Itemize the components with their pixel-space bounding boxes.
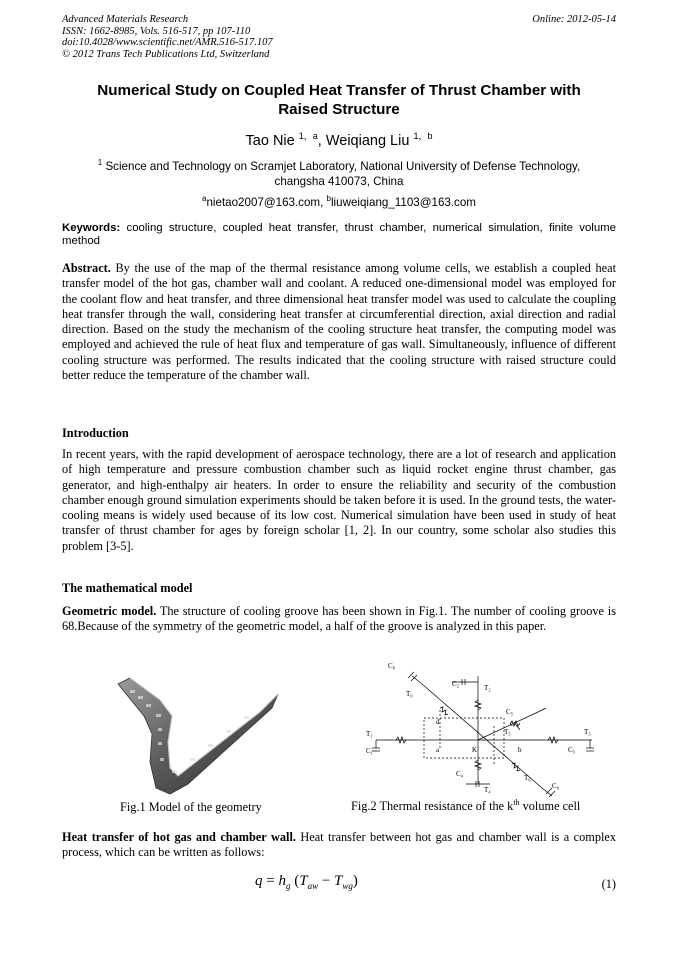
title-line-2: Raised Structure [278, 101, 400, 118]
introduction-text: In recent years, with the rapid development of aerospace technology, there are a lot of research and application of high temperature and pressure combustion chamber such as liquid rocket engine thrust chamber, gas generator, and high-enthalpy air heaters. In order to ensure the reliability and security of the combustion chamber enough ground simulation experiments should be taken before it is used. In the ground tests, the water-cooling means is widely used because of its low cost. Numerical simulation have been used in study of heat transfer of thrust chamber for ages by foreign scholar [1, 2]. In our country, some scholar also studies this problem [3-5]. [62, 447, 616, 553]
email-a: nietao2007@163.com, [206, 196, 327, 209]
doi: doi:10.4028/www.scientific.net/AMR.516-517.107 [62, 37, 273, 48]
fig1-geometry-model [100, 672, 310, 797]
copyright: © 2012 Trans Tech Publications Ltd, Switzerland [62, 48, 270, 60]
abstract [62, 261, 616, 383]
author-2-sup: 1，b [413, 131, 433, 141]
fig2-caption-post: volume cell [519, 799, 581, 813]
label-t4: T₄ [484, 786, 491, 794]
eq-t-wg-sub: wg [342, 881, 353, 891]
label-c: c [510, 720, 514, 728]
eq-t-aw: T [299, 873, 308, 889]
journal-name: Advanced Materials Research [62, 14, 189, 25]
fig2-caption-sup: th [513, 798, 520, 807]
heat-transfer-label: Heat transfer of hot gas and chamber wall. [62, 830, 296, 844]
eq-minus: − [318, 873, 335, 889]
label-c3: C₃ [568, 746, 576, 754]
affiliation [62, 155, 616, 189]
label-c0: C₀ [388, 662, 396, 670]
affil-line-1: Science and Technology on Scramjet Laboratory, National University of Defense Technology, [105, 160, 581, 173]
keywords [62, 222, 616, 248]
eq-open: ( [290, 873, 300, 889]
equation-number: (1) [601, 877, 616, 891]
author-2: Weiqiang Liu [325, 133, 410, 149]
label-t1: T₁ [366, 730, 373, 738]
author-sep: , [317, 133, 326, 149]
author-1-sup: 1，a [298, 131, 318, 141]
journal-header [62, 14, 616, 60]
geometric-model-label: Geometric model. [62, 604, 157, 618]
eq-h: h [278, 873, 286, 889]
author-1: Tao Nie [245, 133, 295, 149]
fig2-caption-pre: Fig.2 Thermal resistance of the k [351, 799, 514, 813]
eq-t-wg: T [334, 873, 343, 889]
math-model-heading: The mathematical model [62, 581, 193, 595]
abstract-text: By the use of the map of the thermal resistance among volume cells, we establish a coupled heat transfer model of the hot gas, chamber wall and coolant. A reduced one-dimensional model was employed for the coolant flow and heat transfer, and three dimensional heat transfer model was used to calculate the coupling heat transfer through the wall, considering heat transfer at circumferential direction, axial direction and radial direction. Based on the study the mechanism of the cooling structure heat transfer, the computing model was employed and achieved the rule of heat flux and temperature of gas wall. Simultaneously, influence of different cooling structure was performed. The results indicated that the cooling structure with raised structure could better reduce the temperature of the chamber wall. [62, 261, 616, 383]
title-line-1: Numerical Study on Coupled Heat Transfer of Thrust Chamber with [97, 82, 581, 99]
emails [62, 191, 616, 210]
label-t2: T₂ [484, 684, 491, 692]
issn: ISSN: 1662-8985, Vols. 516-517, pp 107-110 [62, 25, 251, 37]
label-t5: T₅ [504, 728, 511, 736]
label-c6: C₆ [552, 782, 560, 790]
affil-line-2: changsha 410073, China [274, 175, 404, 188]
label-c1: C₁ [366, 747, 374, 755]
fig2-thermal-resistance-diagram [362, 660, 602, 800]
fig1-caption: Fig.1 Model of the geometry [120, 800, 262, 814]
heat-transfer-text: Heat transfer between hot gas and chamber wall is a complex process, which can be written as follows: [62, 830, 616, 860]
label-c4: C₄ [456, 770, 464, 778]
online-date: Online: 2012-05-14 [532, 14, 616, 25]
label-t0: T₀ [406, 690, 413, 698]
label-d: d [436, 718, 440, 726]
label-k: K [472, 746, 478, 754]
equation-1 [255, 873, 358, 891]
introduction-heading: Introduction [62, 426, 129, 440]
email-sup-a: a [202, 194, 207, 203]
keywords-text: cooling structure, coupled heat transfer, thrust chamber, numerical simulation, finite volume method [62, 222, 616, 247]
label-t6: T₆ [524, 774, 531, 782]
abstract-label: Abstract. [62, 261, 111, 275]
eq-t-aw-sub: aw [307, 881, 319, 891]
label-a: a [436, 746, 440, 754]
geometric-model-paragraph [62, 604, 616, 635]
eq-h-sub: g [285, 881, 291, 891]
keywords-label: Keywords: [62, 222, 121, 234]
heat-transfer-paragraph [62, 830, 616, 861]
paper-title [62, 81, 616, 119]
fig2-caption [351, 798, 580, 814]
authors [62, 127, 616, 150]
eq-equals: = [262, 873, 279, 889]
affil-sup: 1 [97, 158, 103, 167]
email-sup-b: b [326, 194, 331, 203]
email-b: liuweiqiang_1103@163.com [330, 196, 476, 209]
label-b: b [518, 746, 522, 754]
label-c2: C₂ [452, 680, 460, 688]
label-c5: C₅ [506, 708, 514, 716]
eq-q: q [255, 873, 263, 889]
eq-close: ) [352, 873, 358, 889]
geometric-model-text: The structure of cooling groove has been shown in Fig.1. The number of cooling groove is 68.Because of the symmetry of the geometric model, a half of the groove is analyzed in this paper. [62, 604, 617, 634]
label-t3: T₃ [584, 728, 591, 736]
